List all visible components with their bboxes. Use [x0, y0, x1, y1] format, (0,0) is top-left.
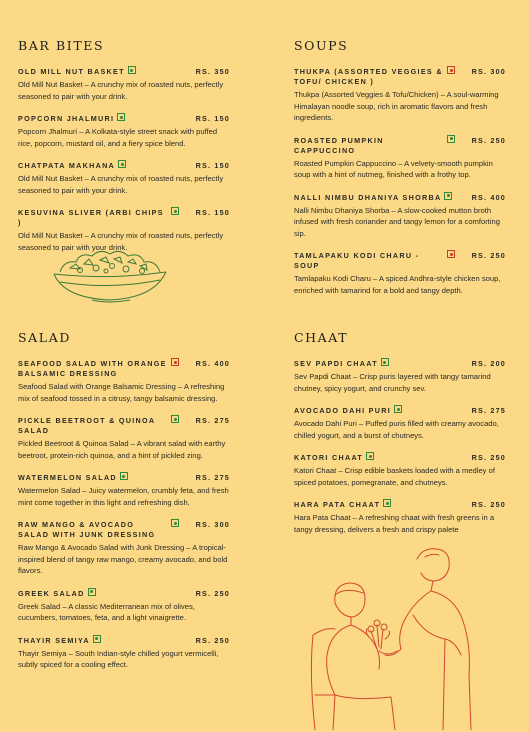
- veg-indicator-icon: [88, 588, 96, 596]
- menu-item-name-row: [294, 453, 374, 463]
- menu-item-description: Thayir Semiya – South Indian-style chilled yogurt vermicelli, subtly spiced for a cooling effect.: [18, 648, 219, 669]
- menu-item-price: RS. 275: [471, 406, 506, 415]
- menu-item-description: Avocado Dahi Puri – Puffed puris filled with creamy avocado, chilled yogurt, and a burst of chutneys.: [294, 419, 499, 440]
- menu-item-header: [18, 114, 230, 124]
- menu-item-name-row: [294, 136, 455, 156]
- veg-indicator-icon: [117, 113, 125, 121]
- veg-indicator-icon: [366, 452, 374, 460]
- menu-item-description: Tamlapaku Kodi Charu – A spiced Andhra-style chicken soup, enriched with tamarind for a bold and tangy depth.: [294, 274, 501, 295]
- menu-item-name: POPCORN JHALMURI: [18, 114, 115, 123]
- menu-item-name: WATERMELON SALAD: [18, 473, 117, 482]
- veg-indicator-icon: [171, 415, 179, 423]
- menu-item-name: THUKPA (ASSORTED VEGGIES & TOFU/ CHICKEN ): [294, 67, 443, 86]
- menu-item-description: Roasted Pumpkin Cappuccino – A velvety-smooth pumpkin soup with a hint of nutmeg, finished with a frothy top.: [294, 158, 493, 179]
- veg-indicator-icon: [171, 207, 179, 215]
- menu-item-name: TAMLAPAKU KODI CHARU - SOUP: [294, 251, 420, 270]
- menu-item-name-row: [18, 520, 179, 540]
- menu-item-description: Hara Pata Chaat – A refreshing chaat with fresh greens in a tangy dressing, delivers a fresh and crispy palete: [294, 513, 495, 534]
- veg-indicator-icon: [93, 635, 101, 643]
- menu-item-price: RS. 275: [195, 473, 230, 482]
- veg-indicator-icon: [171, 519, 179, 527]
- menu-item: [294, 453, 506, 488]
- menu-item-description: Katori Chaat – Crisp edible baskets loaded with a medley of spiced potatoes, pomegranate, and chutneys.: [294, 466, 495, 487]
- menu-item: [294, 359, 506, 394]
- menu-item-price: RS. 350: [195, 67, 230, 76]
- menu-item-name-row: [18, 359, 179, 379]
- menu-item-name-row: [294, 251, 455, 271]
- menu-item-description: Popcorn Jhalmuri – A Kolkata-style street snack with puffed rice, popcorn, mustard oil, and a fiery spice blend.: [18, 127, 218, 148]
- veg-indicator-icon: [444, 192, 452, 200]
- menu-item-name-row: [294, 500, 391, 510]
- menu-item-name: KESUVINA SLIVER (ARBI CHIPS ): [18, 208, 164, 227]
- veg-indicator-icon: [381, 358, 389, 366]
- menu-item-price: RS. 250: [195, 588, 230, 598]
- menu-item: [18, 114, 230, 149]
- menu-item-name: ROASTED PUMPKIN CAPPUCCINO: [294, 135, 384, 155]
- menu-item-name-row: [18, 114, 125, 124]
- bar-bites-list: [18, 67, 230, 253]
- veg-indicator-icon: [447, 135, 455, 143]
- salad-bowl-illustration: [50, 246, 170, 304]
- menu-item-description: Raw Mango & Avocado Salad with Junk Dressing – A tropical-inspired blend of tangy raw mango, creamy avocado, and bold flavors.: [18, 543, 228, 575]
- menu-item: [18, 636, 230, 671]
- menu-item: [18, 161, 230, 196]
- menu-item-description: Thukpa (Assorted Veggies & Tofu/Chicken) – A soul-warming Himalayan noodle soup, rich in aromatic flavors and fresh ingredients.: [294, 90, 499, 122]
- menu-item: [18, 520, 230, 577]
- veg-indicator-icon: [118, 160, 126, 168]
- menu-item-description: Old Mill Nut Basket – A crunchy mix of roasted nuts, perfectly seasoned to pair with your drink.: [18, 231, 224, 252]
- menu-item-price: RS. 250: [471, 135, 506, 145]
- menu-item-price: RS. 300: [195, 520, 230, 529]
- nonveg-indicator-icon: [171, 358, 179, 366]
- menu-item-header: [18, 359, 230, 379]
- menu-item-name: THAYIR SEMIYA: [18, 635, 90, 645]
- nonveg-indicator-icon: [447, 250, 455, 258]
- menu-item: [294, 406, 506, 441]
- menu-item-description: Sev Papdi Chaat – Crisp puris layered with tangy tamarind chutney, spicy yogurt, and crunchy sev.: [294, 372, 491, 393]
- menu-item-header: [294, 500, 506, 510]
- menu-item-header: [294, 136, 506, 156]
- veg-indicator-icon: [383, 499, 391, 507]
- menu-item-header: [18, 473, 230, 483]
- section-title: BAR BITES: [18, 38, 105, 53]
- menu-item-name: PICKLE BEETROOT & QUINOA SALAD: [18, 416, 156, 435]
- menu-item-price: RS. 275: [195, 416, 230, 425]
- menu-item-name-row: [18, 208, 179, 228]
- menu-item-name-row: [18, 636, 101, 646]
- menu-item-header: [294, 406, 506, 416]
- menu-item-description: Nalli Nimbu Dhaniya Shorba – A slow-cooked mutton broth infused with fresh coriander and tangy lemon for a comforting sip.: [294, 205, 500, 238]
- menu-item-name-row: [18, 473, 128, 483]
- menu-item-price: RS. 150: [195, 208, 230, 217]
- section-chaat: [294, 330, 506, 547]
- menu-item-price: RS. 150: [195, 161, 230, 170]
- menu-item-name: SEAFOOD SALAD WITH ORANGE BALSAMIC DRESSING: [18, 359, 167, 378]
- menu-item-price: RS. 250: [471, 500, 506, 509]
- section-bar-bites: [18, 38, 230, 265]
- menu-item: [294, 193, 506, 240]
- menu-item-header: [294, 359, 506, 369]
- section-title: SALAD: [18, 330, 71, 345]
- nonveg-indicator-icon: [447, 66, 455, 74]
- menu-item-name: SEV PAPDI CHAAT: [294, 359, 378, 368]
- menu-item-name: GREEK SALAD: [18, 588, 85, 598]
- menu-item: [294, 136, 506, 181]
- menu-item-header: [18, 161, 230, 171]
- menu-item-price: RS. 400: [471, 192, 506, 202]
- menu-item-header: [294, 67, 506, 87]
- menu-item: [18, 473, 230, 508]
- menu-item: [294, 67, 506, 124]
- menu-item: [18, 359, 230, 404]
- section-soups: [294, 38, 506, 308]
- menu-item-name: AVOCADO DAHI PURI: [294, 406, 392, 415]
- menu-item-name-row: [294, 67, 455, 87]
- menu-item-header: [294, 251, 506, 271]
- menu-item-description: Old Mill Nut Basket – A crunchy mix of roasted nuts, perfectly seasoned to pair with your drink.: [18, 80, 224, 101]
- menu-item-name: HARA PATA CHAAT: [294, 500, 381, 509]
- menu-item-description: Seafood Salad with Orange Balsamic Dressing – A refreshing mix of seafood tossed in a citrusy, tangy balsamic dressing.: [18, 382, 225, 403]
- menu-item: [18, 67, 230, 102]
- menu-item-header: [18, 520, 230, 540]
- menu-item-description: Watermelon Salad – Juicy watermelon, crumbly feta, and fresh mint come together in this light and refreshing dish.: [18, 486, 229, 507]
- menu-item-price: RS. 400: [195, 359, 230, 368]
- menu-item-name-row: [18, 416, 179, 436]
- section-title: SOUPS: [294, 38, 349, 53]
- menu-item-description: Greek Salad – A classic Mediterranean mix of olives, cucumbers, tomatoes, feta, and a light vinaigrette.: [18, 601, 195, 622]
- menu-item: [18, 589, 230, 624]
- menu-item-description: Pickled Beetroot & Quinoa Salad – A vibrant salad with earthy beetroot, protein-rich quinoa, and a hint of pickled zing.: [18, 439, 226, 460]
- menu-item-name-row: [18, 67, 136, 77]
- menu-item-name: NALLI NIMBU DHANIYA SHORBA: [294, 192, 442, 202]
- menu-item-description: Old Mill Nut Basket – A crunchy mix of roasted nuts, perfectly seasoned to pair with your drink.: [18, 174, 224, 195]
- veg-indicator-icon: [394, 405, 402, 413]
- menu-item-price: RS. 300: [471, 67, 506, 76]
- menu-item-price: RS. 250: [195, 635, 230, 645]
- soups-list: [294, 67, 506, 296]
- chaat-list: [294, 359, 506, 535]
- menu-item-name: CHATPATA MAKHANA: [18, 161, 116, 170]
- menu-item: [18, 416, 230, 461]
- menu-item-header: [18, 416, 230, 436]
- salad-list: [18, 359, 230, 671]
- menu-item-name-row: [294, 406, 402, 416]
- menu-item-name-row: [18, 161, 126, 171]
- menu-item-header: [18, 589, 230, 599]
- menu-item-price: RS. 250: [471, 453, 506, 462]
- menu-item-name: OLD MILL NUT BASKET: [18, 67, 125, 76]
- menu-item-name: RAW MANGO & AVOCADO SALAD WITH JUNK DRESSING: [18, 520, 156, 539]
- menu-item-name: KATORI CHAAT: [294, 453, 364, 462]
- veg-indicator-icon: [120, 472, 128, 480]
- menu-item-price: RS. 150: [195, 114, 230, 123]
- menu-item: [294, 251, 506, 296]
- menu-item-header: [18, 67, 230, 77]
- menu-item: [294, 500, 506, 535]
- menu-item-price: RS. 200: [471, 359, 506, 368]
- menu-item-name-row: [18, 589, 96, 599]
- menu-item-name-row: [294, 359, 389, 369]
- section-salad: [18, 330, 230, 683]
- menu-item-header: [294, 453, 506, 463]
- veg-indicator-icon: [128, 66, 136, 74]
- menu-item-header: [294, 193, 506, 203]
- menu-item-header: [18, 208, 230, 228]
- elderly-couple-illustration: [305, 545, 520, 730]
- section-title: CHAAT: [294, 330, 349, 345]
- menu-item-name-row: [294, 193, 452, 203]
- menu-item-price: RS. 250: [471, 251, 506, 260]
- menu-item-header: [18, 636, 230, 646]
